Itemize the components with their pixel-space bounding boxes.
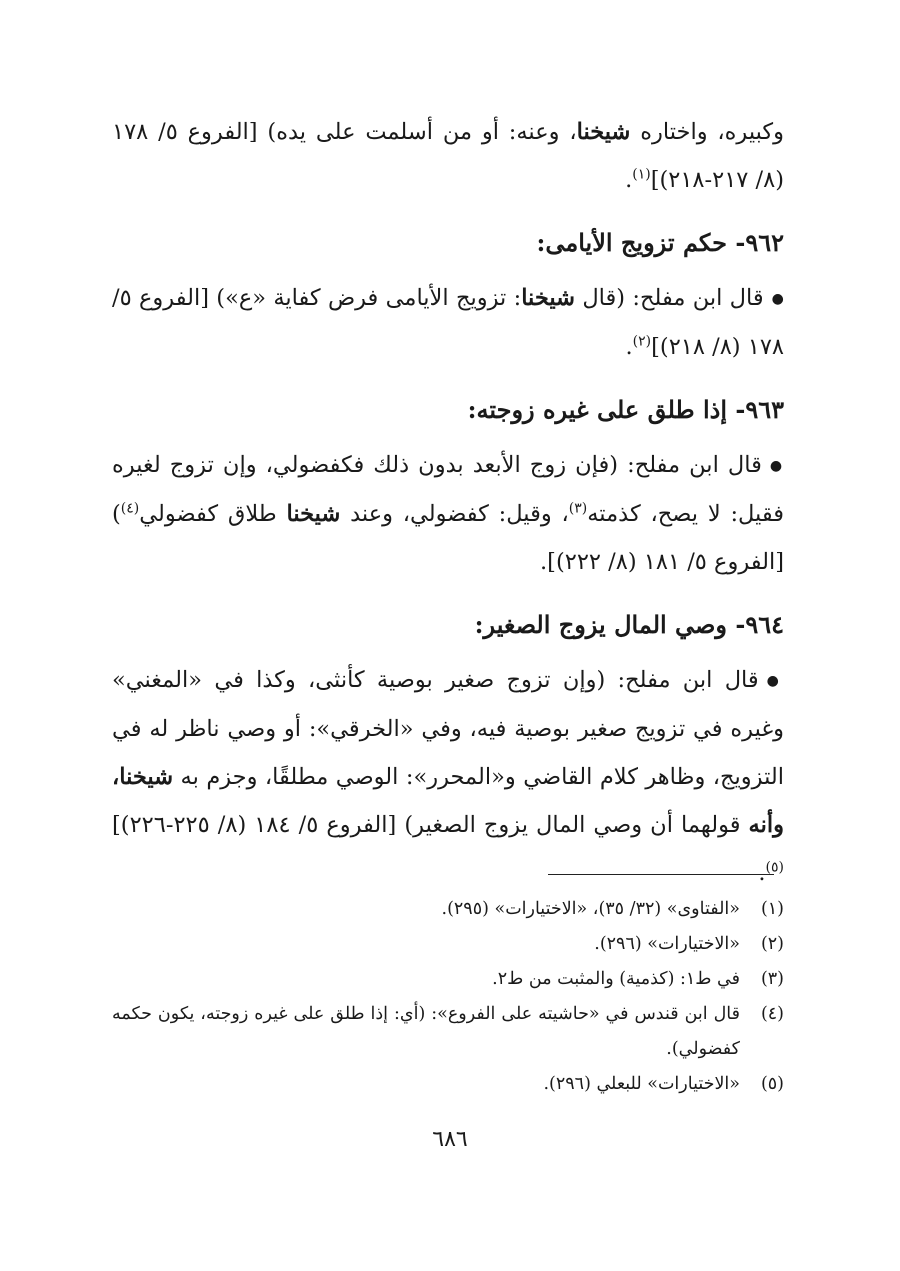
text-run: : تزويج الأيامى فرض كفاية «ع») [الفروع ٥/ ١٧٨ (٨/ ٢١٨)] — [112, 285, 784, 360]
text-run: . — [625, 167, 633, 193]
footnote-number: (٣) — [760, 969, 784, 989]
text-run: قولهما أن وصي المال يزوج الصغير) [الفروع ٥/ ١٨٤ (٨/ ٢٢٥-٢٢٦)] — [112, 812, 749, 838]
footnotes — [112, 892, 784, 1102]
text-run: قال ابن مفلح: (قال — [575, 285, 764, 311]
footnote-number: (٥) — [760, 1074, 784, 1094]
bold-term: شيخنا — [286, 501, 341, 527]
section-962-paragraph — [112, 274, 784, 371]
text-run: وكبيره، واختاره — [630, 119, 785, 145]
bullet-icon: ● — [771, 291, 785, 307]
footnote-2 — [112, 927, 784, 962]
section-963-paragraph — [112, 441, 784, 586]
page-body — [112, 108, 784, 897]
footnote-text: «الفتاوى» (٣٢/ ٣٥)، «الاختيارات» (٢٩٥). — [441, 899, 740, 919]
footnote-text: «الاختيارات» (٢٩٦). — [594, 934, 740, 954]
footnote-4 — [112, 997, 784, 1067]
footnote-number: (٤) — [760, 1004, 784, 1024]
text-run: قال ابن مفلح: (فإن زوج الأبعد بدون ذلك فكفضولي، وإن تزوج لغيره فقيل: لا يصح، كذمته — [112, 452, 784, 527]
bullet-icon: ● — [769, 458, 784, 474]
section-heading-962: ٩٦٢- حكم تزويج الأيامى: — [536, 228, 784, 257]
footnote-ref-5[interactable]: (٥) — [765, 859, 784, 876]
footnote-ref-1[interactable]: (١) — [632, 166, 651, 183]
section-heading-963: ٩٦٣- إذا طلق على غيره زوجته: — [467, 395, 784, 424]
bold-term: شيخنا — [521, 285, 576, 311]
footnote-ref-2[interactable]: (٢) — [632, 333, 652, 350]
text-run: طلاق كفضولي — [139, 501, 287, 527]
bold-term: شيخنا — [576, 119, 631, 145]
text-run: ، وعنه: أو من أسلمت على يده) [الفروع ٥/ ١٧٨ (٨/ ٢١٧-٢١٨)] — [112, 119, 784, 193]
section-964-paragraph — [112, 656, 784, 897]
text-run: قال ابن مفلح: (وإن تزوج صغير بوصية كأنثى، وكذا في «المغني» وغيره في تزويج صغير بوصية فيه، وفي «الخرقي»: أو وصي ناظر له في التزويج، وظاهر كلام القاضي و«المحرر»: الوصي مطلقًا، وجزم به — [112, 667, 784, 790]
bold-term: شيخنا، وأنه — [112, 764, 784, 838]
page-number: ٦٨٦ — [432, 1127, 468, 1152]
footnote-text: قال ابن قندس في «حاشيته على الفروع»: (أي: إذا طلق على غيره زوجته، يكون حكمه كفضولي). — [112, 1004, 740, 1059]
intro-paragraph — [112, 108, 784, 204]
text-run: . — [758, 860, 766, 886]
text-run: ، وقيل: كفضولي، وعند — [340, 501, 569, 527]
footnote-separator — [548, 874, 774, 875]
footnote-5 — [112, 1067, 784, 1102]
footnote-text: في ط١: (كذمية) والمثبت من ط٢. — [492, 969, 740, 989]
footnote-ref-4[interactable]: (٤) — [120, 500, 140, 517]
footnote-1 — [112, 892, 784, 927]
footnote-3 — [112, 962, 784, 997]
footnote-number: (١) — [760, 899, 784, 919]
text-run: . — [625, 334, 633, 360]
footnote-ref-3[interactable]: (٣) — [568, 500, 588, 517]
bullet-icon: ● — [766, 673, 784, 689]
footnote-number: (٢) — [760, 934, 784, 954]
section-heading-964: ٩٦٤- وصي المال يزوج الصغير: — [474, 610, 784, 639]
text-run: ) [الفروع ٥/ ١٨١ (٨/ ٢٢٢)]. — [112, 501, 784, 575]
footnote-text: «الاختيارات» للبعلي (٢٩٦). — [543, 1074, 740, 1094]
